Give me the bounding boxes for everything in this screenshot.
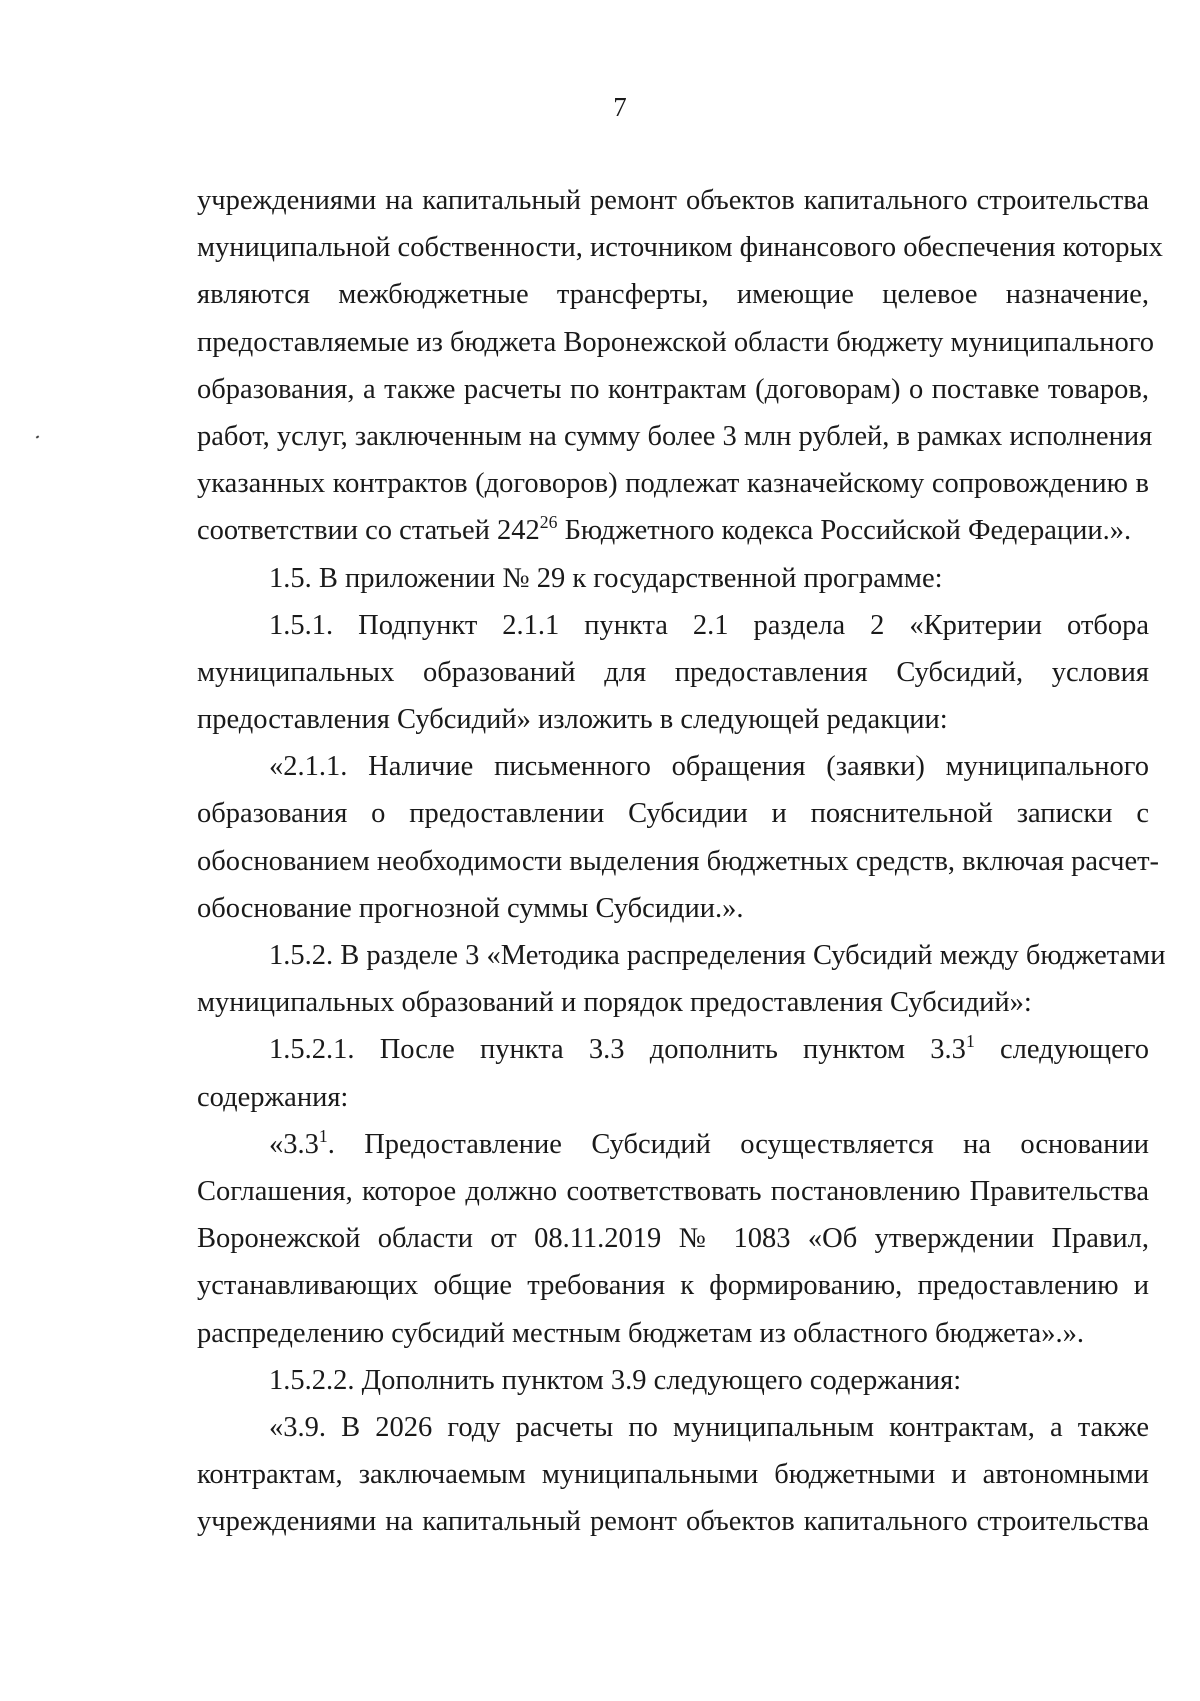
superscript: 26 bbox=[539, 512, 558, 533]
text-line: муниципальных образований для предоставления Субсидий, условия bbox=[197, 656, 1149, 688]
text-line: обоснование прогнозной суммы Субсидии.». bbox=[197, 892, 744, 924]
scan-artifact-mark bbox=[36, 435, 40, 438]
text-fragment: Бюджетного кодекса Российской Федерации.». bbox=[557, 515, 1132, 547]
text-line: контрактам, заключаемым муниципальными бюджетными и автономными bbox=[197, 1459, 1149, 1491]
text-line: учреждениями на капитальный ремонт объектов капитального строительства bbox=[197, 1506, 1149, 1538]
text-line: образования, а также расчеты по контрактам (договорам) о поставке товаров, bbox=[197, 373, 1149, 405]
text-line: являются межбюджетные трансферты, имеющие целевое назначение, bbox=[197, 279, 1149, 311]
text-fragment: соответствии со статьей 242 bbox=[197, 515, 540, 547]
text-line: «2.1.1. Наличие письменного обращения (заявки) муниципального bbox=[269, 751, 1149, 783]
text-line: предоставления Субсидий» изложить в следующей редакции: bbox=[197, 704, 948, 736]
text-fragment: следующего bbox=[974, 1034, 1150, 1066]
text-fragment: «3.3 bbox=[269, 1128, 319, 1160]
text-fragment: 1.5.2.1. После пункта 3.3 дополнить пунктом 3.3 bbox=[269, 1034, 966, 1066]
superscript: 1 bbox=[965, 1031, 975, 1052]
text-line: образования о предоставлении Субсидии и пояснительной записки с bbox=[197, 798, 1149, 830]
text-line: 1.5.1. Подпункт 2.1.1 пункта 2.1 раздела 2 «Критерии отбора bbox=[269, 609, 1149, 641]
text-line: Соглашения, которое должно соответствовать постановлению Правительства bbox=[197, 1175, 1149, 1207]
text-line: предоставляемые из бюджета Воронежской области бюджету муниципального bbox=[197, 326, 1154, 358]
text-line: муниципальной собственности, источником финансового обеспечения которых bbox=[197, 232, 1163, 264]
page-number: 7 bbox=[613, 92, 627, 122]
text-line: «3.9. В 2026 году расчеты по муниципальным контрактам, а также bbox=[269, 1411, 1149, 1443]
text-line: Воронежской области от 08.11.2019 № 1083 «Об утверждении Правил, bbox=[197, 1223, 1149, 1255]
text-line: распределению субсидий местным бюджетам из областного бюджета».». bbox=[197, 1317, 1084, 1349]
text-line bbox=[197, 507, 1149, 554]
superscript: 1 bbox=[318, 1125, 328, 1146]
text-line: муниципальных образований и порядок предоставления Субсидий»: bbox=[197, 987, 1032, 1019]
text-fragment: . Предоставление Субсидий осуществляется на основании bbox=[327, 1128, 1149, 1160]
text-line: работ, услуг, заключенным на сумму более 3 млн рублей, в рамках исполнения bbox=[197, 420, 1153, 452]
document-body bbox=[197, 177, 1166, 1545]
text-line: 1.5. В приложении № 29 к государственной программе: bbox=[269, 562, 943, 594]
text-line: содержания: bbox=[197, 1081, 349, 1113]
text-line: учреждениями на капитальный ремонт объектов капитального строительства bbox=[197, 185, 1149, 216]
text-line bbox=[197, 1026, 1149, 1073]
text-line: обоснованием необходимости выделения бюджетных средств, включая расчет- bbox=[197, 845, 1160, 877]
text-line: 1.5.2. В разделе 3 «Методика распределения Субсидий между бюджетами bbox=[269, 940, 1166, 971]
text-line: 1.5.2.2. Дополнить пунктом 3.9 следующего содержания: bbox=[269, 1364, 962, 1396]
text-line: указанных контрактов (договоров) подлежат казначейскому сопровождению в bbox=[197, 468, 1149, 500]
text-line bbox=[197, 1121, 1149, 1168]
text-line: устанавливающих общие требования к формированию, предоставлению и bbox=[197, 1270, 1149, 1302]
